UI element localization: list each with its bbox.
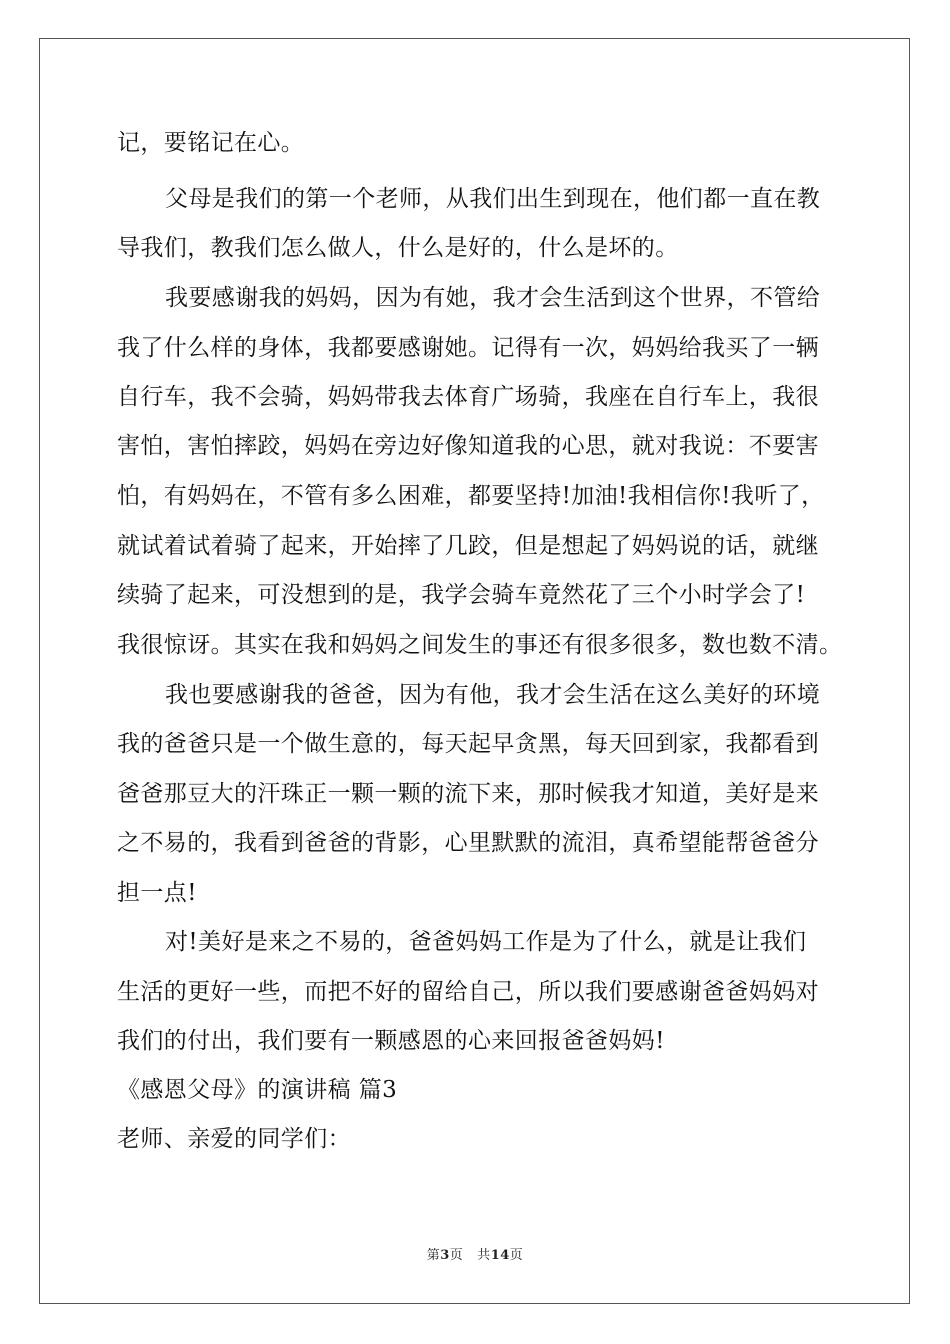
text-line: 害怕，害怕摔跤，妈妈在旁边好像知道我的心思，就对我说：不要害 [117,433,819,459]
text-line: 爸爸那豆大的汗珠正一颗一颗的流下来，那时候我才知道，美好是来 [117,781,819,807]
text-line: 怕，有妈妈在，不管有多么困难，都要坚持!加油!我相信你!我听了， [117,483,825,509]
text-line: 我了什么样的身体，我都要感谢她。记得有一次，妈妈给我买了一辆 [117,335,819,361]
footer-total-unit: 页 [509,1248,524,1263]
footer-page-unit: 页 [449,1248,464,1263]
text-line: 就试着试着骑了起来，开始摔了几跤，但是想起了妈妈说的话，就继 [117,533,819,559]
text-line: 担一点! [117,880,197,906]
salutation: 老师、亲爱的同学们： [117,1126,351,1152]
section-heading: 《感恩父母》的演讲稿 篇3 [117,1077,398,1103]
total-pages-number: 14 [490,1248,510,1263]
text-line: 续骑了起来，可没想到的是，我学会骑车竟然花了三个小时学会了! [117,582,806,608]
paragraph-first-line: 对!美好是来之不易的，爸爸妈妈工作是为了什么，就是让我们 [165,929,807,955]
text-line: 我们的付出，我们要有一颗感恩的心来回报爸爸妈妈! [117,1028,665,1054]
footer-total-prefix: 共 [477,1248,491,1263]
footer-prefix: 第 [426,1248,441,1263]
paragraph-first-line: 我也要感谢我的爸爸，因为有他，我才会生活在这么美好的环境 [165,682,821,708]
paragraph-first-line: 父母是我们的第一个老师，从我们出生到现在，他们都一直在教 [165,186,821,212]
current-page-number: 3 [440,1248,450,1263]
text-line: 导我们，教我们怎么做人，什么是好的，什么是坏的。 [117,235,679,261]
paragraph-first-line: 我要感谢我的妈妈，因为有她，我才会生活到这个世界，不管给 [165,285,821,311]
text-line: 我很惊讶。其实在我和妈妈之间发生的事还有很多很多，数也数不清。 [117,632,843,658]
text-line: 之不易的，我看到爸爸的背影，心里默默的流泪，真希望能帮爸爸分 [117,830,819,856]
text-line: 生活的更好一些，而把不好的留给自己，所以我们要感谢爸爸妈妈对 [117,979,819,1005]
text-line: 我的爸爸只是一个做生意的，每天起早贪黑，每天回到家，我都看到 [117,731,819,757]
text-line: 记，要铭记在心。 [117,130,305,156]
text-line: 自行车，我不会骑，妈妈带我去体育广场骑，我座在自行车上，我很 [117,384,819,410]
page-footer [0,1248,950,1264]
page-border [39,38,910,1304]
